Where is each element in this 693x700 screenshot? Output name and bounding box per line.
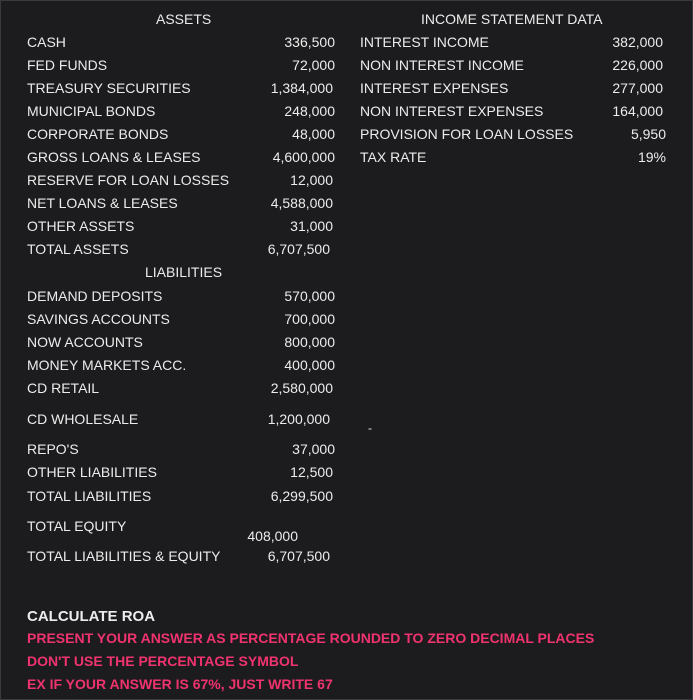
liability-label: CD WHOLESALE bbox=[27, 411, 139, 427]
total-liabilities-equity-label: TOTAL LIABILITIES & EQUITY bbox=[27, 548, 221, 564]
income-value: 277,000 bbox=[612, 80, 663, 96]
liability-value: 400,000 bbox=[284, 357, 335, 373]
liability-value: 800,000 bbox=[284, 334, 335, 350]
asset-label: OTHER ASSETS bbox=[27, 218, 135, 234]
asset-label: CASH bbox=[27, 34, 66, 50]
total-equity-label: TOTAL EQUITY bbox=[27, 518, 127, 534]
asset-value: 336,500 bbox=[284, 34, 335, 50]
asset-label: FED FUNDS bbox=[27, 57, 108, 73]
asset-value: 72,000 bbox=[292, 57, 335, 73]
income-label: NON INTEREST EXPENSES bbox=[360, 103, 544, 119]
liability-label: CD RETAIL bbox=[27, 380, 100, 396]
asset-label: MUNICIPAL BONDS bbox=[27, 103, 156, 119]
liability-value: 1,200,000 bbox=[267, 411, 330, 427]
asset-value: 48,000 bbox=[292, 126, 335, 142]
liability-label: NOW ACCOUNTS bbox=[27, 334, 143, 350]
total-equity-value: 408,000 bbox=[247, 528, 298, 544]
liability-label: DEMAND DEPOSITS bbox=[27, 288, 163, 304]
question-instruction-3: EX IF YOUR ANSWER IS 67%, JUST WRITE 67 bbox=[27, 676, 333, 692]
liability-value: 570,000 bbox=[284, 288, 335, 304]
asset-label: NET LOANS & LEASES bbox=[27, 195, 178, 211]
liability-label: MONEY MARKETS ACC. bbox=[27, 357, 187, 373]
income-value: 382,000 bbox=[612, 34, 663, 50]
asset-value: 12,000 bbox=[290, 172, 333, 188]
income-value: 164,000 bbox=[612, 103, 663, 119]
income-value: 5,950 bbox=[630, 126, 666, 142]
question-instruction-2: DON'T USE THE PERCENTAGE SYMBOL bbox=[27, 653, 299, 669]
asset-value: 31,000 bbox=[290, 218, 333, 234]
asset-value: 4,588,000 bbox=[270, 195, 333, 211]
income-label: NON INTEREST INCOME bbox=[360, 57, 524, 73]
asset-label: TOTAL ASSETS bbox=[27, 241, 129, 257]
liabilities-heading: LIABILITIES bbox=[145, 264, 223, 280]
liability-value: 700,000 bbox=[284, 311, 335, 327]
asset-value: 6,707,500 bbox=[267, 241, 330, 257]
asset-value: 248,000 bbox=[284, 103, 335, 119]
asset-value: 4,600,000 bbox=[272, 149, 335, 165]
income-value: 19% bbox=[637, 149, 666, 165]
income-value: 226,000 bbox=[612, 57, 663, 73]
liability-value: 12,500 bbox=[290, 464, 333, 480]
liability-label: TOTAL LIABILITIES bbox=[27, 488, 152, 504]
income-label: INTEREST INCOME bbox=[360, 34, 489, 50]
liability-label: REPO'S bbox=[27, 441, 79, 457]
total-liabilities-equity-value: 6,707,500 bbox=[267, 548, 330, 564]
liability-label: OTHER LIABILITIES bbox=[27, 464, 157, 480]
liability-label: SAVINGS ACCOUNTS bbox=[27, 311, 170, 327]
income-label: PROVISION FOR LOAN LOSSES bbox=[360, 126, 574, 142]
income-label: TAX RATE bbox=[360, 149, 427, 165]
question-instruction-1: PRESENT YOUR ANSWER AS PERCENTAGE ROUNDED TO ZERO DECIMAL PLACES bbox=[27, 630, 595, 646]
stray-mark: - bbox=[368, 421, 372, 435]
asset-label: RESERVE FOR LOAN LOSSES bbox=[27, 172, 230, 188]
assets-heading: ASSETS bbox=[156, 11, 212, 27]
liability-value: 6,299,500 bbox=[270, 488, 333, 504]
question-title: CALCULATE ROA bbox=[27, 608, 156, 625]
asset-label: GROSS LOANS & LEASES bbox=[27, 149, 201, 165]
liability-value: 2,580,000 bbox=[270, 380, 333, 396]
asset-label: CORPORATE BONDS bbox=[27, 126, 169, 142]
income-statement-heading: INCOME STATEMENT DATA bbox=[421, 11, 603, 27]
liability-value: 37,000 bbox=[292, 441, 335, 457]
income-label: INTEREST EXPENSES bbox=[360, 80, 509, 96]
asset-value: 1,384,000 bbox=[270, 80, 333, 96]
asset-label: TREASURY SECURITIES bbox=[27, 80, 191, 96]
